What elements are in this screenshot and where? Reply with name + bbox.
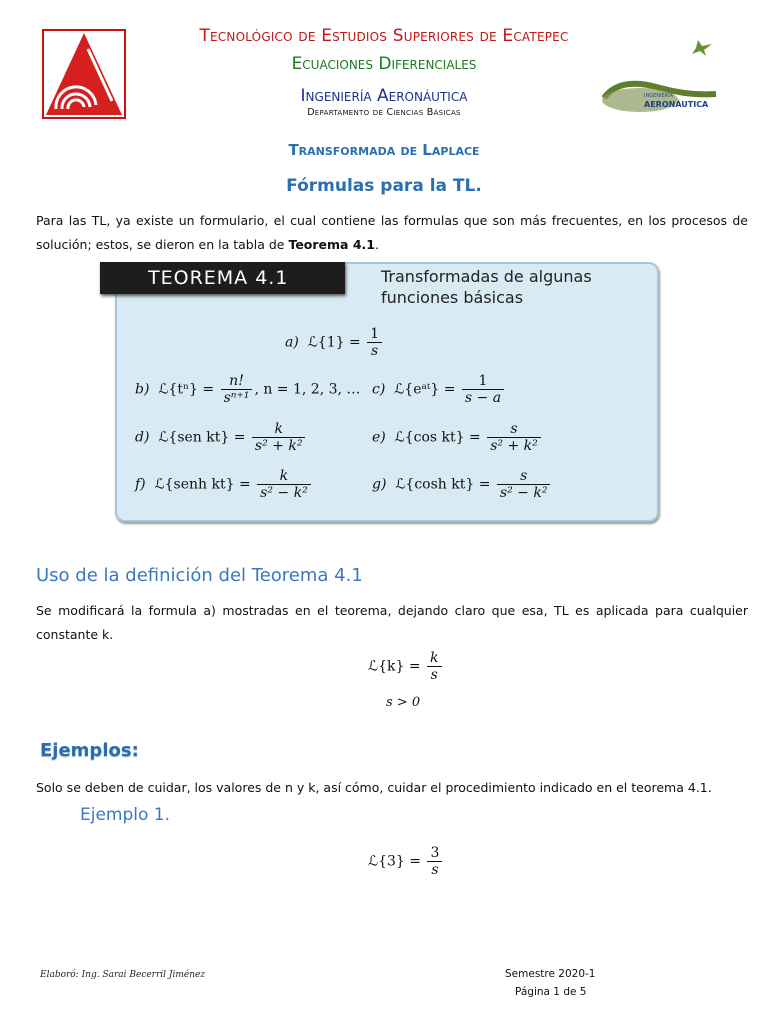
career-name: Ingeniería Aeronáutica	[300, 86, 468, 106]
theorem-label: TEOREMA 4.1	[100, 262, 345, 294]
svg-text:INGENIERÍA: INGENIERÍA	[644, 93, 673, 99]
formula-a: a) ℒ{1} = $\frac{1}{s}$	[285, 326, 384, 359]
examples-heading: Ejemplos:	[40, 740, 139, 761]
formula-e: e) ℒ{cos kt} = $\frac{s}{\text{s² + k²}}$	[372, 421, 543, 454]
example-1-heading: Ejemplo 1.	[80, 805, 171, 825]
institution-name: Tecnológico de Estudios Superiores de Ecatepec	[199, 26, 569, 46]
signature: Elaboró: Ing. Sarai Becerril Jiménez	[40, 970, 206, 980]
svg-text:AERONÁUTICA: AERONÁUTICA	[644, 100, 709, 109]
course-name: Ecuaciones Diferenciales	[291, 54, 477, 74]
examples-paragraph: Solo se deben de cuidar, los valores de n y k, así cómo, cuidar el procedimiento indicado en el teorema 4.1.	[36, 780, 712, 795]
condition: s > 0	[386, 695, 421, 710]
formula-d: d) ℒ{sen kt} = $\frac{k}{\text{s² + k²}}$	[135, 421, 307, 454]
intro-paragraph: Para las TL, ya existe un formulario, el cual contiene las formulas que son más frecuentes, en los procesos de solución; estos, se dieron en la tabla de Teorema 4.1.	[36, 213, 748, 252]
formula-g: g) ℒ{cosh kt} = $\frac{s}{\text{s² − k²}}$	[372, 468, 552, 501]
department-name: Departamento de Ciencias Básicas	[307, 107, 461, 118]
topic-title: Transformada de Laplace	[288, 141, 480, 159]
theorem-title: Transformadas de algunas funciones básicas	[381, 267, 592, 307]
example-1-formula: ℒ{3} = $\frac{3}{s}$	[368, 845, 444, 878]
constant-formula: ℒ{k} = $\frac{k}{s}$	[368, 650, 444, 683]
section-paragraph: Se modificará la formula a) mostradas en el teorema, dejando claro que esa, TL es aplicada para cualquier constante k.	[36, 603, 748, 642]
page-number: Página 1 de 5	[515, 986, 587, 998]
formula-f: f) ℒ{senh kt} = $\frac{k}{\text{s² − k²}}$	[135, 468, 313, 501]
formula-c: c) ℒ{eᵃᵗ} = $\frac{1}{s - a}$	[372, 373, 506, 406]
subtopic-title: Fórmulas para la TL.	[286, 176, 482, 196]
section-heading: Uso de la definición del Teorema 4.1	[36, 565, 363, 586]
semester-label: Semestre 2020-1	[505, 968, 596, 980]
formula-b: b) ℒ{tⁿ} = $\frac{n!}{\text{sⁿ⁺¹}}$ , n = 1, 2, 3, …	[135, 373, 361, 406]
